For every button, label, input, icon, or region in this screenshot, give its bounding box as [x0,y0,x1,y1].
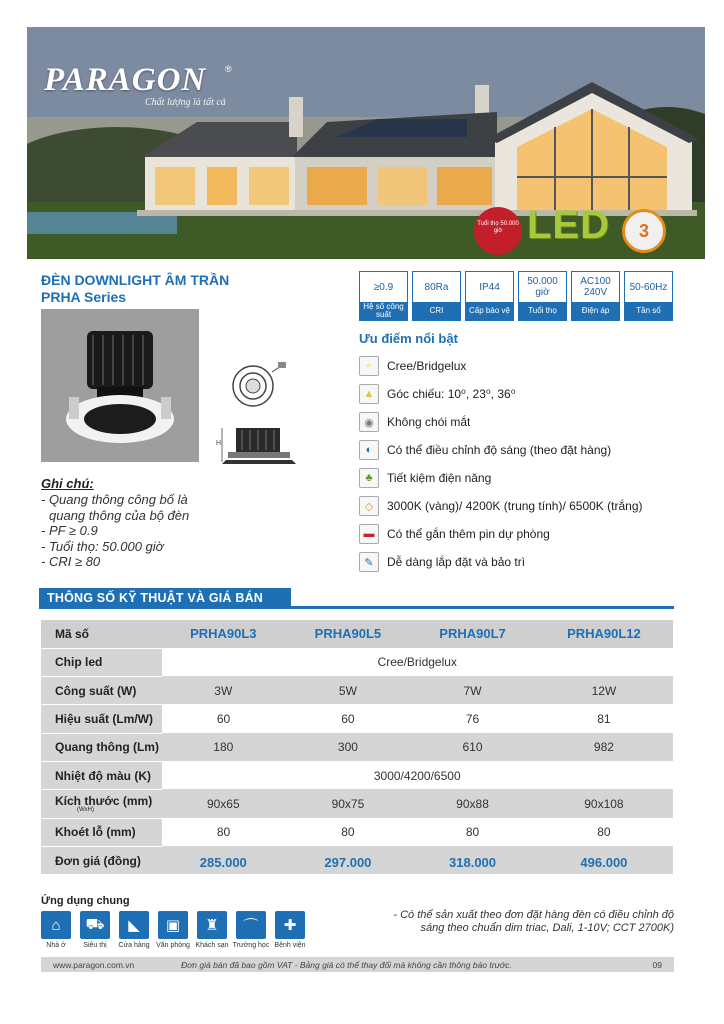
application-item [41,911,71,949]
badge-label: CRI [413,302,460,320]
badge-label: Cấp bảo vệ [466,302,513,320]
spec-table [41,620,673,875]
badge-label: Tuổi thọ [519,302,566,320]
feature-item [359,492,643,520]
cell-value: 3W [161,677,286,705]
application-item [158,911,188,949]
website-link[interactable]: www.paragon.com.vn [53,959,135,970]
feature-text: Không chói mắt [387,415,471,429]
table-row [41,733,673,761]
feature-item [359,352,643,380]
model-code: PRHA90L5 [286,620,411,648]
table-row [41,705,673,733]
product-title: ĐÈN DOWNLIGHT ÂM TRẦN [41,272,230,288]
spec-badges [359,271,673,321]
feature-text: Cree/Bridgelux [387,359,467,373]
note-item: - PF ≥ 0.9 [41,523,98,538]
row-label: Nhiệt độ màu (K) [41,761,161,789]
table-row [41,620,673,648]
application-item [232,911,270,949]
cell-value: 80 [410,818,535,846]
features-title: Ưu điểm nổi bật [359,331,458,346]
features-list [359,352,643,576]
brand-tagline: Chất lượng là tất cả [145,97,226,108]
row-label-text: Kích thước (mm) [55,794,153,809]
badge-lifetime [518,271,567,321]
badge-power-factor [359,271,408,321]
model-code: PRHA90L3 [161,620,286,648]
cell-value: 60 [161,705,286,733]
cell-value: 90x88 [410,790,535,818]
model-code: PRHA90L12 [535,620,673,648]
color-temp-icon: ◇ [359,496,379,516]
application-label: Trường học [232,942,270,949]
cell-value: 982 [535,733,673,761]
feature-item [359,464,643,492]
lifetime-badge: Tuổi thọ 50.000 giờ [474,207,522,255]
table-row [41,818,673,846]
application-label: Cửa hàng [118,942,150,949]
badge-value: 80Ra [424,281,449,293]
footer-message: Đơn giá bán đã bao gồm VAT - Bảng giá có thể thay đổi mà không cần thông báo trước. [181,959,512,970]
row-label: Khoét lỗ (mm) [41,818,161,846]
feature-text: Dễ dàng lắp đặt và bảo trì [387,555,526,569]
cell-value: 90x75 [286,790,411,818]
product-photo [41,309,199,462]
application-label: Nhà ở [46,942,66,949]
feature-text: Có thể điều chỉnh độ sáng (theo đặt hàng) [387,443,612,457]
feature-item [359,436,643,464]
application-label: Siêu thị [83,942,107,949]
note-item: - Tuổi thọ: 50.000 giờ [41,538,164,554]
custom-order-note: - Có thể sản xuất theo đơn đặt hàng đèn có điều chỉnh độ sáng theo chuẩn dim triac, Dali, 1-10V; CCT 2700K) [393,909,674,934]
badge-cri [412,271,461,321]
application-label: Bệnh viện [274,942,306,949]
application-label: Khách sạn [195,942,229,949]
application-item [80,911,110,949]
plant-icon: ♣ [359,468,379,488]
application-item [119,911,149,949]
notes-title: Ghi chú: [41,476,94,491]
badge-frequency [624,271,673,321]
school-icon: ⌒ [236,911,266,939]
application-item [275,911,305,949]
top-view-drawing [228,362,288,412]
application-item [197,911,227,949]
registered-mark: ® [225,64,232,74]
cell-value: 80 [161,818,286,846]
price-value: 496.000 [535,846,673,874]
cell-value: 90x108 [535,790,673,818]
led-badge: LED [527,203,610,247]
office-icon: ▣ [158,911,188,939]
feature-item [359,520,643,548]
price-value: 297.000 [286,846,411,874]
row-label: Mã số [41,620,161,648]
beam-angle-icon: ▲ [359,384,379,404]
cell-value: 5W [286,677,411,705]
notes-list [41,492,271,570]
side-view-drawing [218,424,298,468]
house-icon: ⌂ [41,911,71,939]
emergency-battery-icon: ▬ [359,524,379,544]
row-label: Quang thông (Lm) [41,733,161,761]
cell-value: 3000/4200/6500 [161,761,673,789]
badge-value: AC100 240V [580,276,611,298]
cell-value: 180 [161,733,286,761]
eye-icon: ◉ [359,412,379,432]
cell-value: 81 [535,705,673,733]
feature-text: 3000K (vàng)/ 4200K (trung tính)/ 6500K (trắng) [387,499,643,513]
feature-text: Góc chiếu: 10⁰, 23⁰, 36⁰ [387,387,516,401]
row-label: Công suất (W) [41,677,161,705]
price-value: 285.000 [161,846,286,874]
badge-value: 50-60Hz [629,281,668,293]
table-row [41,790,673,818]
page-number: 09 [652,959,662,970]
chip-icon: ▫ [359,356,379,376]
cell-value: 60 [286,705,411,733]
row-label: Đơn giá (đồng) [41,846,161,874]
feature-text: Có thể gắn thêm pin dự phòng [387,527,550,541]
feature-item [359,548,643,576]
badge-label: Tần số [625,302,672,320]
badge-value: 50.000 giờ [527,276,558,298]
product-series: PRHA Series [41,289,127,305]
note-item: - CRI ≥ 80 [41,554,101,569]
table-row [41,846,673,874]
feature-text: Tiết kiệm điện năng [387,471,492,485]
row-label: Hiệu suất (Lm/W) [41,705,161,733]
cell-value: 80 [286,818,411,846]
badge-label: Hệ số công suất [360,302,407,320]
warranty-badge: 3 [622,209,666,253]
cell-value: 610 [410,733,535,761]
badge-label: Điện áp [572,302,619,320]
cell-value: 90x65 [161,790,286,818]
cart-icon: ⛟ [80,911,110,939]
cell-value: Cree/Bridgelux [161,648,673,676]
footer-bar [41,957,674,972]
price-value: 318.000 [410,846,535,874]
badge-value: ≥0.9 [373,281,394,293]
cell-value: 7W [410,677,535,705]
model-code: PRHA90L7 [410,620,535,648]
hotel-icon: ♜ [197,911,227,939]
row-label [41,790,161,818]
table-row [41,648,673,676]
feature-item [359,408,643,436]
cell-value: 12W [535,677,673,705]
badge-value: IP44 [479,281,500,293]
table-row [41,677,673,705]
dimmer-icon: ◐ [359,440,379,460]
application-label: Văn phòng [156,942,190,949]
row-label: Chip led [41,648,161,676]
table-row [41,761,673,789]
section-title: THÔNG SỐ KỸ THUẬT VÀ GIÁ BÁN [39,588,291,609]
cell-value: 80 [535,818,673,846]
feature-item [359,380,643,408]
note-item: - Quang thông công bố là [41,492,188,507]
applications-title: Ứng dụng chung [41,895,130,907]
cell-value: 300 [286,733,411,761]
brand-logo: PARAGON [44,62,207,98]
note-item: quang thông của bộ đèn [49,507,190,523]
badge-voltage [571,271,620,321]
row-label-sub: (WxH) [77,807,94,814]
shoe-icon: ◣ [119,911,149,939]
applications-list [41,911,305,949]
height-label: H [216,440,222,447]
install-tools-icon: ✎ [359,552,379,572]
hospital-icon: ✚ [275,911,305,939]
cell-value: 76 [410,705,535,733]
badge-ip-rating [465,271,514,321]
